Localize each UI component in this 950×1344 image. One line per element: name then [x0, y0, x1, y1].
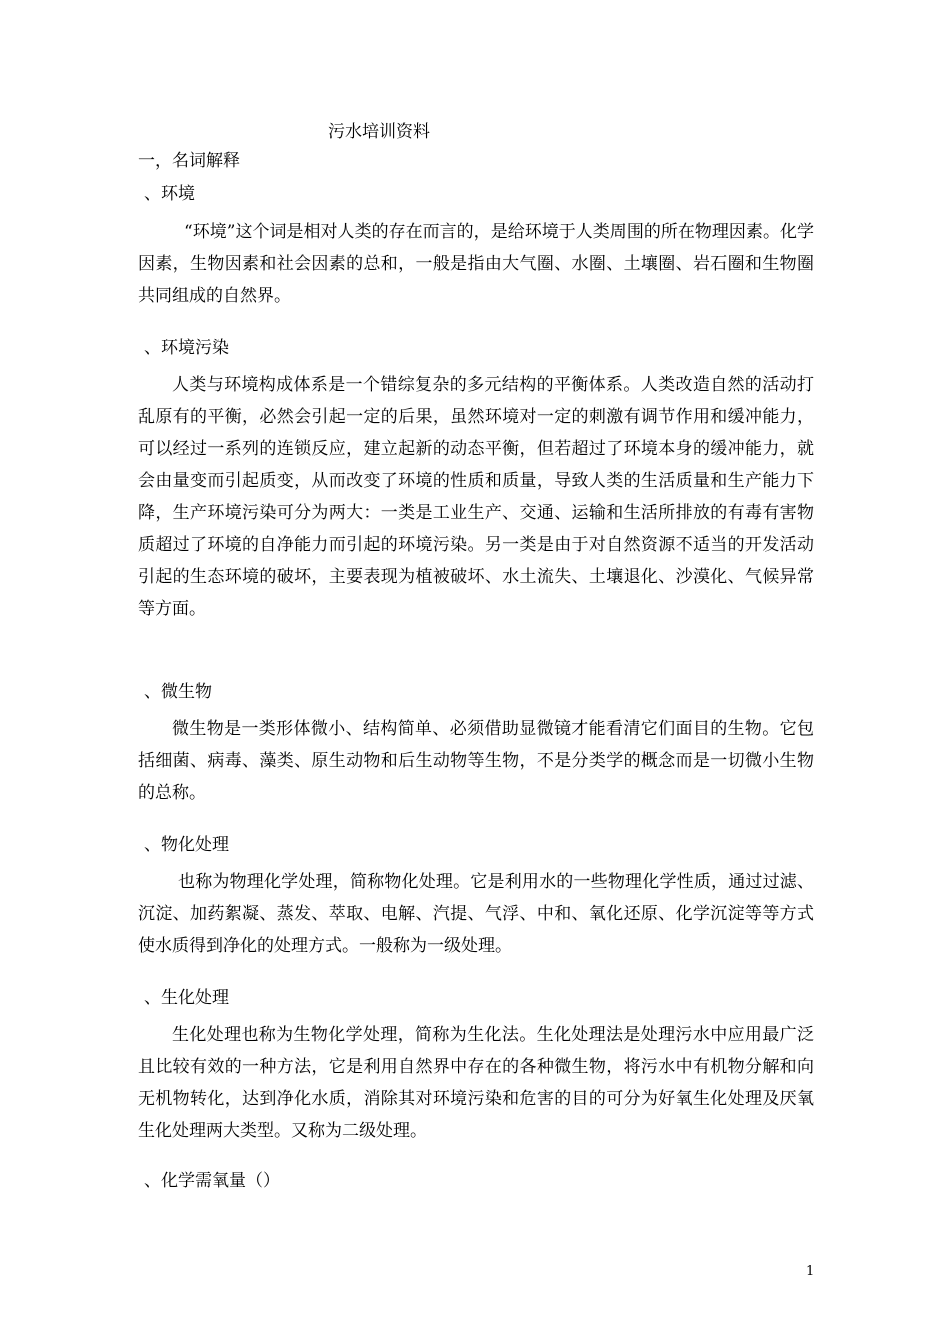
section-heading: 一，名词解释 [138, 151, 240, 171]
term-body-environment: “环境”这个词是相对人类的存在而言的，是给环境于人类周围的所在物理因素。化学因素，生物因素和社会因素的总和，一般是指由大气圈、水圈、土壤圈、岩石圈和生物圈共同组成的自然界。 [138, 222, 814, 306]
term-body-pollution: 人类与环境构成体系是一个错综复杂的多元结构的平衡体系。人类改造自然的活动打乱原有的平衡，必然会引起一定的后果，虽然环境对一定的刺激有调节作用和缓冲能力，可以经过一系列的连锁反应，建立起新的动态平衡，但若超过了环境本身的缓冲能力，就会由量变而引起质变，从而改变了环境的性质和质量，导致人类的生活质量和生产能力下降，生产环境污染可分为两大：一类是工业生产、交通、运输和生活所排放的有毒有害物质超过了环境的自净能力而引起的环境污染。另一类是由于对自然资源不适当的开发活动引起的生态环境的破坏，主要表现为植被破坏、水土流失、土壤退化、沙漠化、气候异常等方面。 [138, 375, 814, 619]
term-body-physicochemical: 也称为物理化学处理，简称物化处理。它是利用水的一些物理化学性质，通过过滤、沉淀、加药絮凝、蒸发、萃取、电解、汽提、气浮、中和、氧化还原、化学沉淀等等方式使水质得到净化的处理方式。一般称为一级处理。 [138, 872, 814, 956]
term-heading-physicochemical: 、物化处理 [144, 835, 229, 855]
document-title: 污水培训资料 [328, 122, 430, 142]
term-heading-microorganism: 、微生物 [144, 682, 212, 702]
page-number: 1 [806, 1264, 815, 1279]
term-heading-cod: 、化学需氧量（） [144, 1171, 280, 1191]
term-body-microorganism: 微生物是一类形体微小、结构简单、必须借助显微镜才能看清它们面目的生物。它包括细菌、病毒、藻类、原生动物和后生动物等生物，不是分类学的概念而是一切微小生物的总称。 [138, 719, 814, 803]
term-body-biochemical: 生化处理也称为生物化学处理，简称为生化法。生化处理法是处理污水中应用最广泛且比较有效的一种方法，它是利用自然界中存在的各种微生物，将污水中有机物分解和向无机物转化，达到净化水质，消除其对环境污染和危害的目的可分为好氧生化处理及厌氧生化处理两大类型。又称为二级处理。 [138, 1025, 814, 1141]
term-heading-environment: 、环境 [144, 184, 195, 204]
term-heading-biochemical: 、生化处理 [144, 988, 229, 1008]
term-heading-pollution: 、环境污染 [144, 338, 229, 358]
